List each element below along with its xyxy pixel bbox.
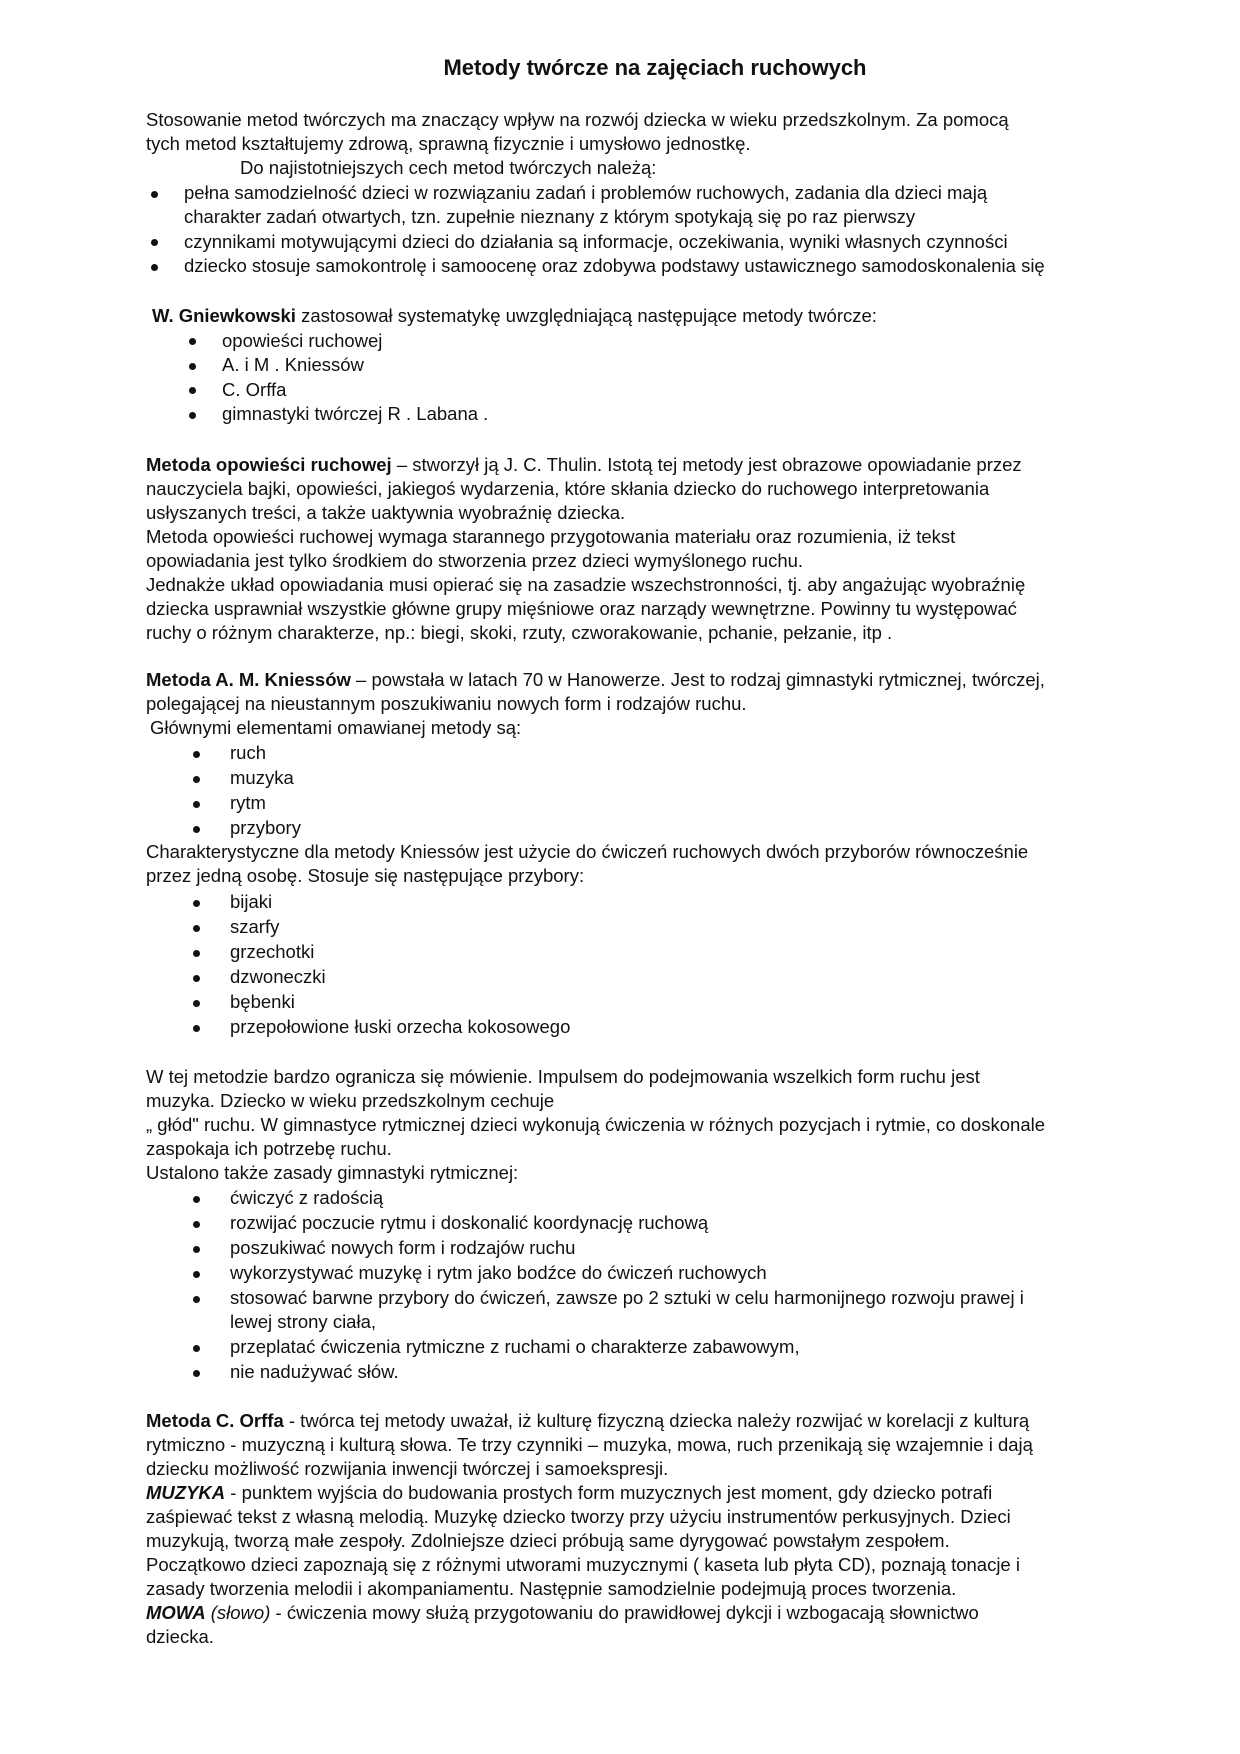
speech-line: „ głód" ruchu. W gimnastyce rytmicznej dzieci wykonują ćwiczenia w różnych pozycjach i rytmie, co doskonale (146, 1114, 1046, 1135)
bullet-icon (193, 801, 200, 808)
bullet-icon (189, 338, 196, 345)
orff-method-label: Metoda C. Orffa (146, 1410, 284, 1431)
rule-item: poszukiwać nowych form i rodzajów ruchu (230, 1237, 576, 1258)
rule-item: stosować barwne przybory do ćwiczeń, zawsze po 2 sztuki w celu harmonijnego rozwoju prawej i (230, 1287, 1024, 1308)
story-method-line: nauczyciela bajki, opowieści, jakiegoś wydarzenia, które skłania dziecko do ruchowego interpretowania (146, 478, 990, 499)
bullet-icon (151, 239, 158, 246)
kniess-method-line: polegającej na nieustannym poszukiwaniu nowych form i rodzajów ruchu. (146, 693, 747, 714)
bullet-icon (193, 1025, 200, 1032)
equipment-item: grzechotki (230, 941, 315, 962)
bullet-icon (193, 900, 200, 907)
rule-item: ćwiczyć z radością (230, 1187, 384, 1208)
method-item: opowieści ruchowej (222, 330, 383, 351)
bullet-icon (193, 975, 200, 982)
equipment-item: bijaki (230, 891, 273, 912)
music-line: Początkowo dzieci zapoznają się z różnymi utworami muzycznymi ( kaseta lub płyta CD), poznają tonacje i (146, 1554, 1020, 1575)
story-method-line: dziecka usprawniał wszystkie główne grupy mięśniowe oraz narządy wewnętrzne. Powinny tu występować (146, 598, 1017, 619)
bullet-icon (193, 1370, 200, 1377)
story-method-line: usłyszanych treści, a także uaktywnia wyobraźnię dziecka. (146, 502, 626, 523)
bullet-icon (151, 264, 158, 271)
rule-item-cont: lewej strony ciała, (230, 1311, 377, 1332)
gniewkowski-name: W. Gniewkowski (152, 305, 296, 326)
bullet-icon (193, 1196, 200, 1203)
element-item: przybory (230, 817, 301, 838)
story-method-line: opowiadania jest tylko środkiem do stworzenia przez dzieci wymyślonego ruchu. (146, 550, 804, 571)
element-item: rytm (230, 792, 266, 813)
bullet-icon (189, 387, 196, 394)
bullet-icon (193, 826, 200, 833)
intro-line: Stosowanie metod twórczych ma znaczący wpływ na rozwój dziecka w wieku przedszkolnym. Za pomocą (146, 109, 1009, 130)
features-heading: Do najistotniejszych cech metod twórczych należą: (240, 157, 657, 178)
rule-item: wykorzystywać muzykę i rytm jako bodźce do ćwiczeń ruchowych (230, 1262, 767, 1283)
music-paragraph: MUZYKA - punktem wyjścia do budowania prostych form muzycznych jest moment, gdy dziecko potrafi (146, 1482, 993, 1503)
music-line: zasady tworzenia melodii i akompaniamentu. Następnie samodzielnie podejmują proces tworzenia. (146, 1578, 957, 1599)
intro-line: tych metod kształtujemy zdrową, sprawną fizycznie i umysłowo jednostkę. (146, 133, 751, 154)
method-item: gimnastyki twórczej R . Labana . (222, 403, 489, 424)
bullet-icon (193, 776, 200, 783)
equipment-item: szarfy (230, 916, 280, 937)
rule-item: rozwijać poczucie rytmu i doskonalić koordynację ruchową (230, 1212, 709, 1233)
story-method-line: Jednakże układ opowiadania musi opierać się na zasadzie wszechstronności, tj. aby angażując wyobraźnię (146, 574, 1026, 595)
orff-method-line: dziecku możliwość rozwijania inwencji twórczej i samoekspresji. (146, 1458, 669, 1479)
speech-label: MOWA (146, 1602, 206, 1623)
speech-line: muzyka. Dziecko w wieku przedszkolnym cechuje (146, 1090, 555, 1111)
bullet-icon (193, 1246, 200, 1253)
speech-line: dziecka. (146, 1626, 214, 1647)
gniewkowski-paragraph: W. Gniewkowski zastosował systematykę uwzględniającą następujące metody twórcze: (152, 305, 877, 326)
bullet-icon (193, 751, 200, 758)
music-line: muzykują, tworzą małe zespoły. Zdolniejsze dzieci próbują same dyrygować powstałym zespołem. (146, 1530, 950, 1551)
orff-method-line: rytmiczno - muzyczną i kulturą słowa. Te trzy czynniki – muzyka, mowa, ruch przenikają się wzajemnie i dają (146, 1434, 1033, 1455)
kniess-method-paragraph: Metoda A. M. Kniessów – powstała w latach 70 w Hanowerze. Jest to rodzaj gimnastyki rytmicznej, twórczej, (146, 669, 1045, 690)
kniess-method-label: Metoda A. M. Kniessów (146, 669, 351, 690)
element-item: ruch (230, 742, 266, 763)
bullet-icon (193, 950, 200, 957)
bullet-icon (193, 925, 200, 932)
elements-heading: Głównymi elementami omawianej metody są: (150, 717, 522, 738)
rule-item: przeplatać ćwiczenia rytmiczne z ruchami o charakterze zabawowym, (230, 1336, 800, 1357)
equipment-intro: Charakterystyczne dla metody Kniessów jest użycie do ćwiczeń ruchowych dwóch przyborów równocześnie (146, 841, 1029, 862)
story-method-label: Metoda opowieści ruchowej (146, 454, 392, 475)
speech-sublabel: (słowo) (205, 1602, 271, 1623)
feature-item: czynnikami motywującymi dzieci do działania są informacje, oczekiwania, wyniki własnych czynności (184, 231, 1008, 252)
page-title: Metody twórcze na zajęciach ruchowych (443, 55, 867, 80)
bullet-icon (193, 1271, 200, 1278)
speech-line: W tej metodzie bardzo ogranicza się mówienie. Impulsem do podejmowania wszelkich form ruchu jest (146, 1066, 980, 1087)
element-item: muzyka (230, 767, 294, 788)
equipment-intro: przez jedną osobę. Stosuje się następujące przybory: (146, 865, 585, 886)
speech-line: zaspokaja ich potrzebę ruchu. (146, 1138, 392, 1159)
story-method-line: Metoda opowieści ruchowej wymaga starannego przygotowania materiału oraz rozumienia, iż tekst (146, 526, 956, 547)
music-line: zaśpiewać tekst z własną melodią. Muzykę dziecko tworzy przy użyciu instrumentów perkusyjnych. Dzieci (146, 1506, 1011, 1527)
feature-item: pełna samodzielność dzieci w rozwiązaniu zadań i problemów ruchowych, zadania dla dzieci mają (184, 182, 988, 203)
story-method-paragraph: Metoda opowieści ruchowej – stworzył ją J. C. Thulin. Istotą tej metody jest obrazowe opowiadanie przez (146, 454, 1022, 475)
orff-method-paragraph: Metoda C. Orffa - twórca tej metody uważał, iż kulturę fizyczną dziecka należy rozwijać w korelacji z kulturą (146, 1410, 1030, 1431)
feature-item-cont: charakter zadań otwartych, tzn. zupełnie nieznany z którym spotykają się po raz pierwszy (184, 206, 916, 227)
rule-item: nie nadużywać słów. (230, 1361, 399, 1382)
equipment-item: dzwoneczki (230, 966, 326, 987)
bullet-icon (193, 1296, 200, 1303)
bullet-icon (193, 1221, 200, 1228)
feature-item: dziecko stosuje samokontrolę i samoocenę oraz zdobywa podstawy ustawicznego samodoskonalenia się (184, 255, 1045, 276)
story-method-line: ruchy o różnym charakterze, np.: biegi, skoki, rzuty, czworakowanie, pchanie, pełzanie, itp . (146, 622, 893, 643)
equipment-item: bębenki (230, 991, 295, 1012)
method-item: A. i M . Kniessów (222, 354, 364, 375)
bullet-icon (189, 412, 196, 419)
speech-paragraph: MOWA (słowo) - ćwiczenia mowy służą przygotowaniu do prawidłowej dykcji i wzbogacają słownictwo (146, 1602, 979, 1623)
bullet-icon (151, 191, 158, 198)
bullet-icon (193, 1345, 200, 1352)
method-item: C. Orffa (222, 379, 287, 400)
bullet-icon (193, 1000, 200, 1007)
bullet-icon (189, 363, 196, 370)
music-label: MUZYKA (146, 1482, 226, 1503)
equipment-item: przepołowione łuski orzecha kokosowego (230, 1016, 571, 1037)
rules-heading: Ustalono także zasady gimnastyki rytmicznej: (146, 1162, 519, 1183)
